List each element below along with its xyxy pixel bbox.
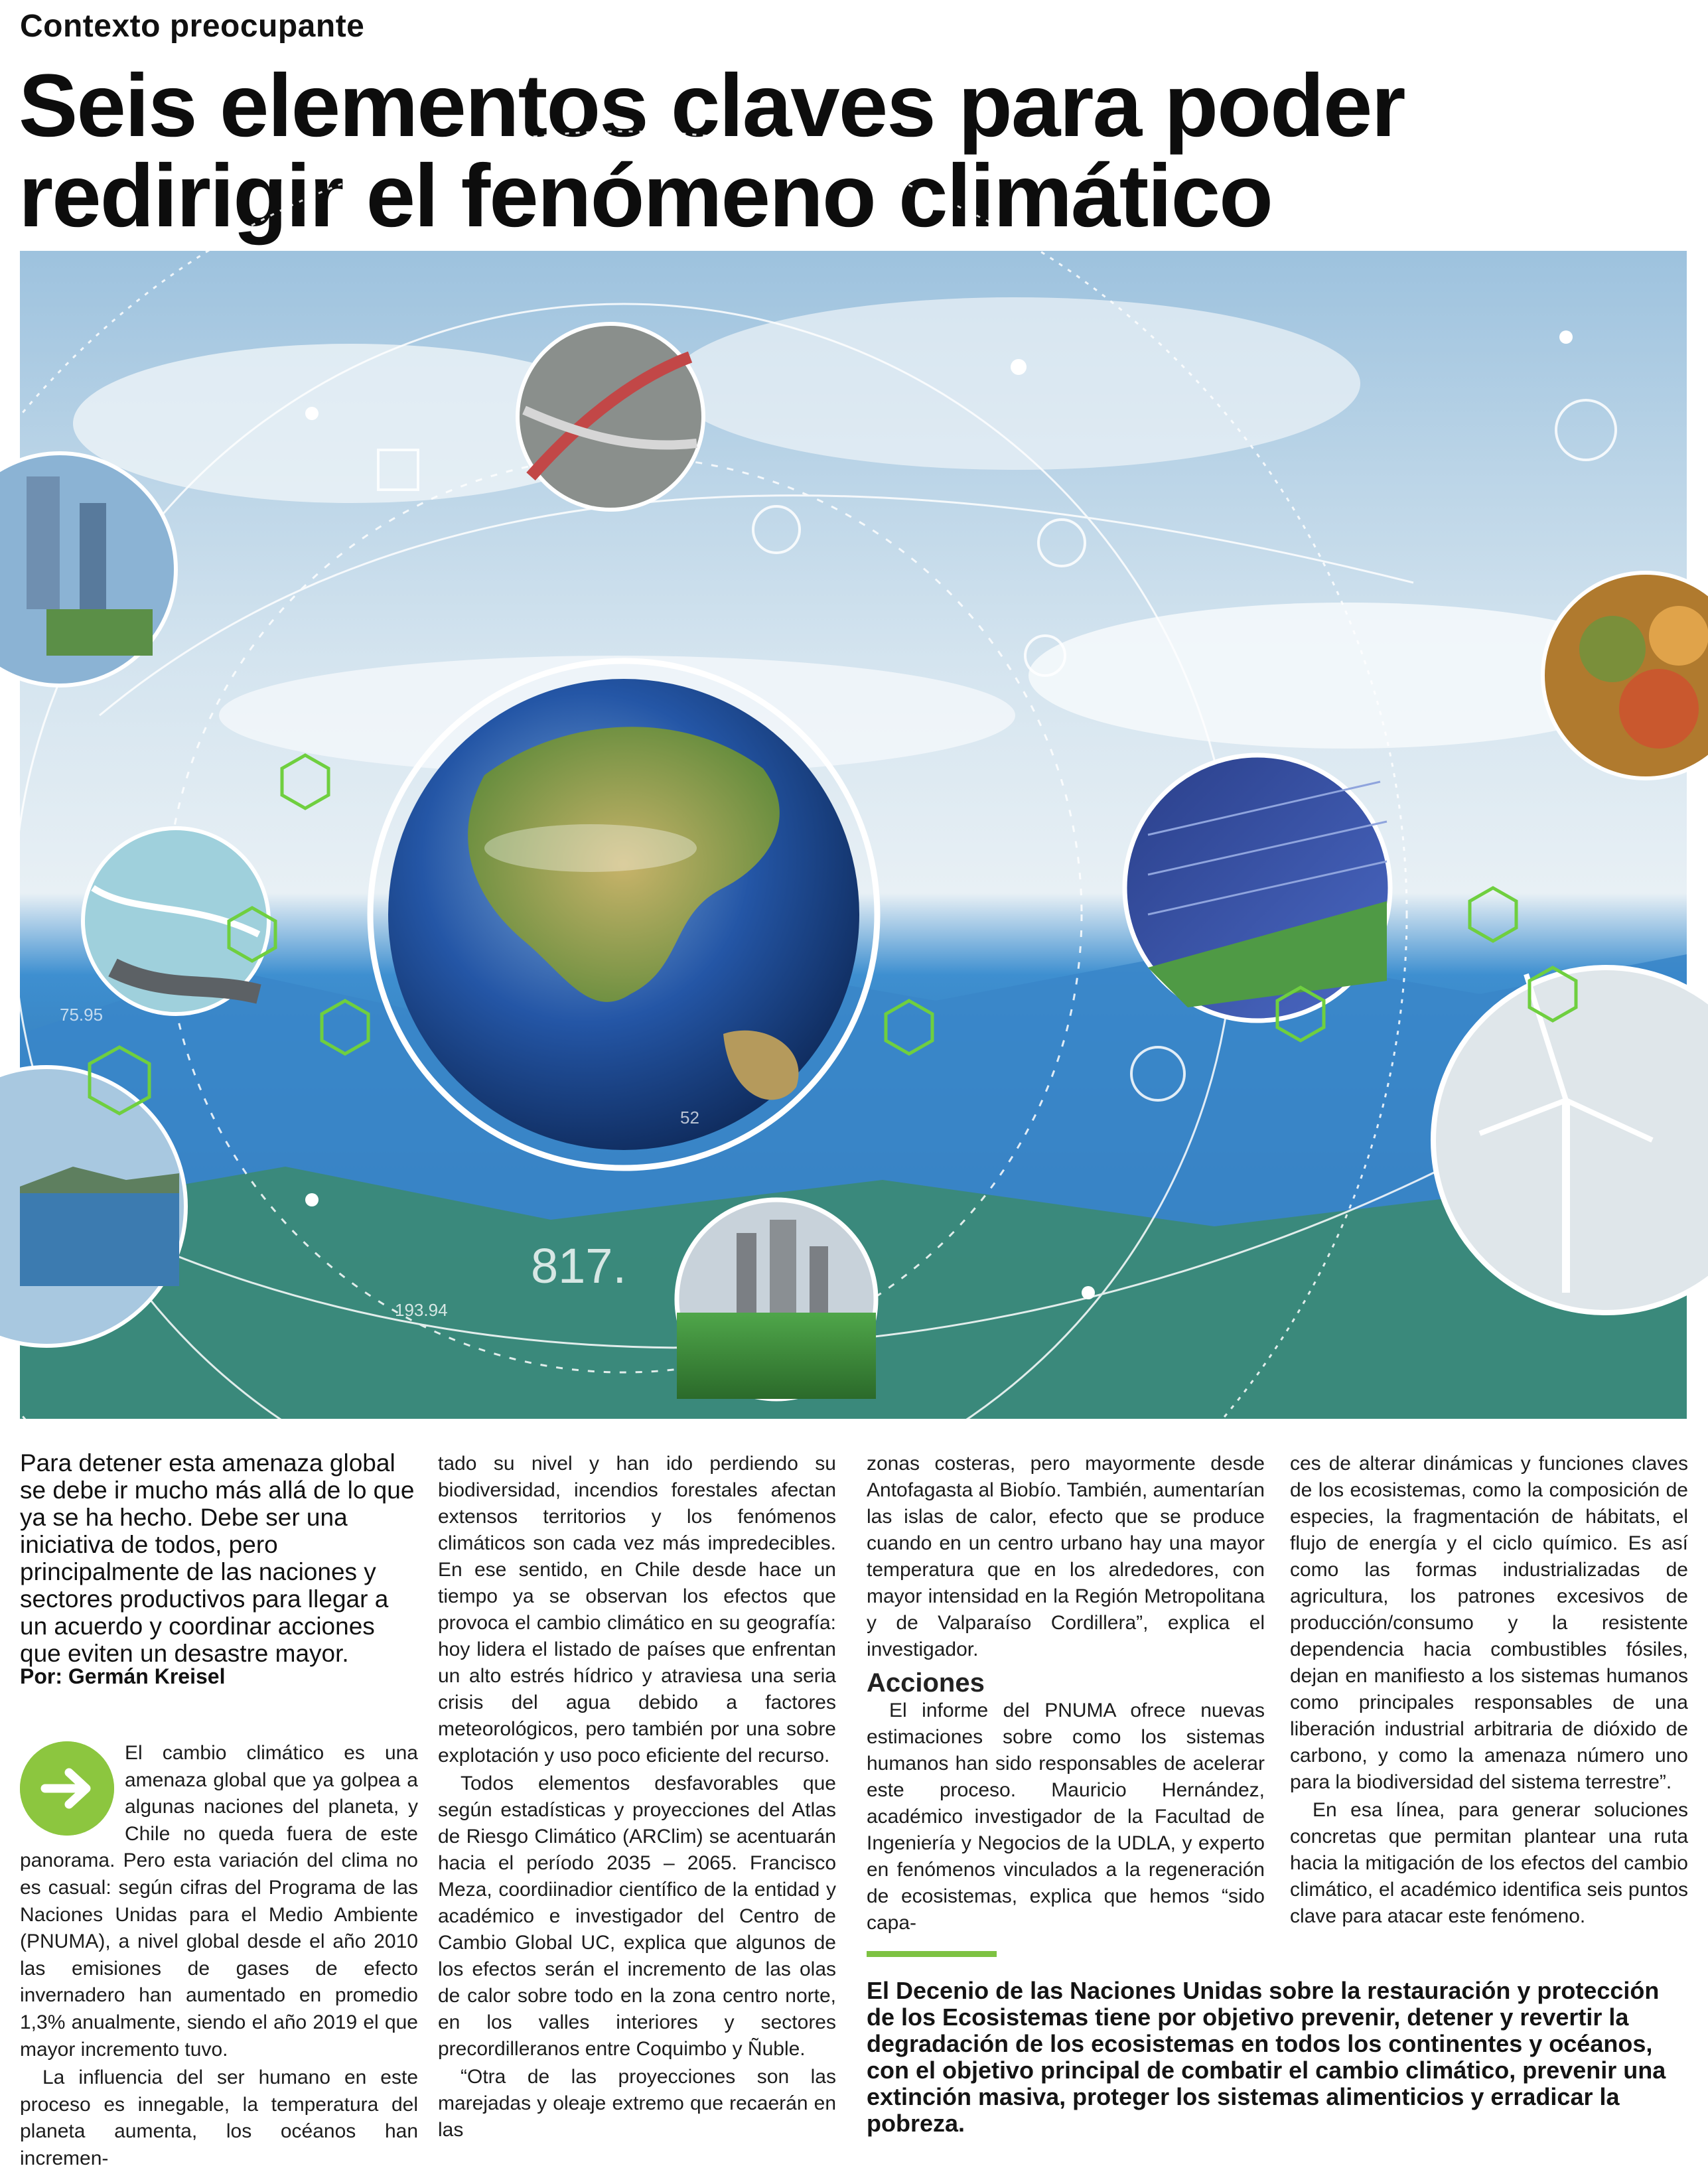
photo-solar-panels	[1125, 755, 1390, 1021]
kicker: Contexto preocupante	[20, 9, 365, 44]
column-2	[438, 1451, 836, 2145]
pullquote: El Decenio de las Naciones Unidas sobre la restauración y protección de los Ecosistemas tiene por objetivo prevenir, detener y revertir la degradación de los ecosistemas en todos los continentes y océanos, con el objetivo principal de combatir el cambio climático, prevenir una extinción masiva, proteger los sistemas alimenticios y erradicar la pobreza.	[867, 1977, 1666, 2137]
photo-factory-field	[677, 1200, 876, 1399]
hero-illustration	[20, 251, 1687, 1419]
paragraph: Todos elementos desfavorables que según estadísticas y proyecciones del Atlas de Riesgo Climático (ARClim) se acentuarán hacia el período 2035 – 2065. Francisco Meza, coordiinadior científico de la entidad y académico e investigador del Centro de Cambio Global UC, explica que algunos de los efectos serán el incremento de las olas de calor sobre todo en la zona centro norte, en los valles interiores y sectores precordilleranos entre Coquimbo y Ñuble.	[438, 1773, 836, 2060]
page-title: Seis elementos claves para poder redirigir el fenómeno climático	[19, 56, 1405, 246]
paragraph: La influencia del ser humano en este proceso es innegable, la temperatura del planeta aumenta, los océanos han incremen-	[20, 2066, 418, 2169]
hero-image	[20, 251, 1687, 1419]
overlay-number-left: 75.95	[60, 1005, 104, 1025]
overlay-number-mid: 52	[680, 1108, 699, 1127]
paragraph: El cambio climático es una amenaza global que ya golpea a algunas naciones del planeta, y Chile no queda fuera de este panorama. Pero esta variación del clima no es casual: según cifras del Programa de las Naciones Unidas para el Medio Ambiente (PNUMA), a nivel global desde el año 2010 las emisiones de gases de efecto invernadero han aumentado en promedio 1,3% anualmente, siendo el año 2019 el que mayor incremento tuvo.	[20, 1742, 418, 2061]
paragraph: En esa línea, para generar soluciones concretas que permitan plantear una ruta hacia la mitigación de los efectos del cambio climático, el académico identifica seis puntos clave para atacar este fenómeno.	[1290, 1799, 1688, 1927]
column-3	[867, 1451, 1265, 1938]
pullquote-rule	[867, 1951, 997, 1957]
photo-highway	[518, 324, 703, 510]
column-4	[1290, 1451, 1688, 1931]
paragraph: ces de alterar dinámicas y funciones claves de los ecosistemas, como la composición de especies, la fragmentación de hábitats, el flujo de energía y el ciclo químico. Es así como las formas industrializadas de agricultura, los patrones excesivos de producción/consumo y la resistente dependencia hacia combustibles fósiles, dejan en manifiesto a los sistemas humanos como principales responsables de una liberación industrial arbitraria de dióxido de carbono, y como la amenaza número uno para la biodiversidad del sistema terrestre”.	[1290, 1453, 1688, 1793]
overlay-number-small: 193.94	[395, 1300, 448, 1320]
section-heading: Acciones	[867, 1668, 985, 1698]
paragraph: tado su nivel y han ido perdiendo su biodiversidad, incendios forestales afectan extensos territorios y los fenómenos climáticos son cada vez más impredecibles. En ese sentido, en Chile desde hace un tiempo ya se observan los efectos que provoca el cambio climático en su geografía: hoy lidera el listado de países que enfrentan un alto estrés hídrico y atraviesa una seria crisis del agua debido a factores meteorológicos, pero también por una sobre explotación y uso poco eficiente del recurso.	[438, 1453, 836, 1767]
paragraph: El informe del PNUMA ofrece nuevas estimaciones sobre como los sistemas humanos han sido responsables de acelerar este proceso. Mauricio Hernández, académico investigador de la Facultad de Ingeniería y Negocios de la UDLA, y experto en fenómenos vinculados a la regeneración de ecosistemas, explica que hemos “sido capa-	[867, 1700, 1265, 1934]
article-lead: Para detener esta amenaza global se debe ir mucho más allá de lo que ya se ha hecho. Debe ser una iniciativa de todos, pero principalmente de las naciones y sectores productivos para llegar a un acuerdo y coordinar acciones que eviten un desastre mayor.	[20, 1449, 415, 1667]
byline: Por: Germán Kreisel	[20, 1664, 226, 1688]
paragraph: “Otra de las proyecciones son las marejadas y oleaje extremo que recaerán en las	[438, 2066, 836, 2141]
column-1	[20, 1740, 418, 2174]
paragraph: zonas costeras, pero mayormente desde Antofagasta al Biobío. También, aumentarían las islas de calor, efecto que se produce cuando en un centro urbano hay una mayor temperatura que en los alrededores, con mayor intensidad en la Región Metropolitana y de Valparaíso Cordillera”, explica el investigador.	[867, 1453, 1265, 1660]
photo-sea	[83, 828, 269, 1014]
overlay-number-big: 817.	[531, 1238, 627, 1293]
